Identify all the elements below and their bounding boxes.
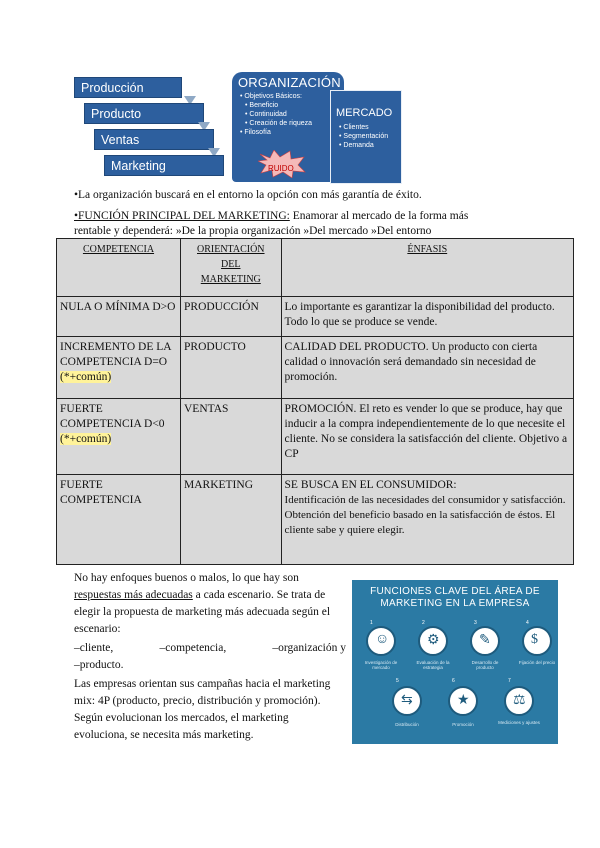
ruido-burst [258,150,306,178]
mercado-item: • Clientes [339,124,369,131]
strategy-icon: ⚙ [418,626,448,656]
intro-line-3: rentable y dependerá: »De la propia organización »Del mercado »Del entorno [74,225,432,237]
promotion-icon: ★ [448,686,478,716]
item-number: 3 [474,620,477,626]
cell-enfasis-body: Identificación de las necesidades del consumidor y satisfacción. Obtención del beneficio basado en la satisfacción de éstos. El cliente sabe y quiere elegir. [284,494,566,536]
cell-competencia [57,399,181,475]
organizacion-item: • Objetivos Básicos: [240,93,302,100]
paragraph-enfoques [74,570,344,638]
para-line: No hay enfoques buenos o malos, lo que hay son [74,572,299,584]
table-row [57,297,574,337]
highlight-comun: (*+común) [60,371,112,383]
para-line: escenario: [74,623,121,635]
cell-orientacion: VENTAS [181,399,282,475]
organizacion-title: ORGANIZACIÓN [238,75,341,90]
orientation-table [56,238,574,565]
intro-line-1: •La organización buscará en el entorno la opción con más garantía de éxito. [74,189,422,201]
para-line [74,587,344,604]
cell-enfasis: PROMOCIÓN. El reto es vender lo que se produce, hay que inducir a la compra independientemente de lo que necesite el cliente. No se considera la satisfacción del cliente. Objetivo a CP [281,399,573,475]
funcion-principal-label: •FUNCIÓN PRINCIPAL DEL MARKETING: [74,210,290,222]
highlight-comun: (*+común) [60,433,112,445]
cell-competencia [57,337,181,399]
header-competencia: COMPETENCIA [57,239,181,297]
item-organizacion: –organización y [272,642,346,654]
cell-orientacion: PRODUCCIÓN [181,297,282,337]
para-line: elegir la propuesta de marketing más adecuada según el [74,606,331,618]
mercado-title: MERCADO [336,107,393,119]
cell-competencia-text: INCREMENTO DE LA COMPETENCIA D=O [60,341,171,368]
distribution-icon: ⇆ [392,686,422,716]
organizacion-item: • Filosofía [240,129,271,136]
mercado-item: • Demanda [339,142,374,149]
stair-ventas: Ventas [94,129,214,150]
item-number: 4 [526,620,529,626]
header-orientacion: ORIENTACIÓN DEL MARKETING [181,239,282,297]
header-enfasis: ÉNFASIS [281,239,573,297]
mercado-item: • Segmentación [339,133,389,140]
item-number: 2 [422,620,425,626]
cell-competencia: NULA O MÍNIMA D>O [57,297,181,337]
item-label: Fijación del precio [518,660,556,665]
infographic-title-line: FUNCIONES CLAVE DEL ÁREA DE [370,586,540,597]
para-line [74,640,346,657]
cell-enfasis: CALIDAD DEL PRODUCTO. Un producto con cierta calidad o innovación será demandado sin necesidad de promoción. [281,337,573,399]
mercado-box [330,90,402,184]
ruido-label: RUIDO [268,164,294,173]
cell-enfasis [281,475,573,565]
para-line: Las empresas orientan sus campañas hacia el marketing [74,678,331,690]
item-producto: –producto. [74,659,124,671]
item-label: Distribución [395,722,419,727]
organizacion-item: • Continuidad [245,111,287,118]
para-line: mix: 4P (producto, precio, distribución y promoción). [74,695,321,707]
cell-competencia: FUERTE COMPETENCIA [57,475,181,565]
table-row [57,475,574,565]
item-label: Investigación de mercado [364,660,398,670]
stair-marketing: Marketing [104,155,224,176]
infographic-title [352,586,558,610]
item-competencia: –competencia, [159,642,227,654]
table-header-row [57,239,574,297]
price-icon: $ [522,626,552,656]
item-label: Desarrollo de producto [471,660,499,670]
stair-produccion: Producción [74,77,182,98]
cell-enfasis: Lo importante es garantizar la disponibilidad del producto. Todo lo que se produce se vende. [281,297,573,337]
cell-orientacion: PRODUCTO [181,337,282,399]
para-text: a cada escenario. Se trata de [192,589,326,601]
mercado-list [339,123,401,150]
cell-orientacion: MARKETING [181,475,282,565]
organizacion-list [240,92,344,137]
intro-line-2 [74,209,468,224]
cell-enfasis-head: SE BUSCA EN EL CONSUMIDOR: [284,479,457,491]
respuestas-link: respuestas más adecuadas [74,589,193,601]
funcion-principal-text: Enamorar al mercado de la forma más [289,210,469,222]
item-label: Promoción [452,722,474,727]
funciones-infographic [352,580,558,744]
research-icon: ☺ [366,626,396,656]
paragraph-escenarios [74,640,346,674]
item-number: 1 [370,620,373,626]
table-row [57,337,574,399]
item-number: 6 [452,678,455,684]
para-line: evoluciona, se necesita más marketing. [74,729,254,741]
para-line: Según evolucionan los mercados, el marketing [74,712,289,724]
item-cliente: –cliente, [74,642,114,654]
metrics-icon: ⚖ [504,686,534,716]
infographic-title-line: MARKETING EN LA EMPRESA [380,598,530,609]
table-row [57,399,574,475]
organizacion-item: • Beneficio [245,102,279,109]
paragraph-marketing-mix [74,676,346,744]
organizacion-item: • Creación de riqueza [245,120,313,127]
cell-competencia-text: FUERTE COMPETENCIA D<0 [60,403,165,430]
item-label: Mediciones y ajustes [498,720,540,725]
stair-producto: Producto [84,103,204,124]
item-label: Evaluación de la estrategia [416,660,450,670]
item-number: 7 [508,678,511,684]
item-number: 5 [396,678,399,684]
product-icon: ✎ [470,626,500,656]
